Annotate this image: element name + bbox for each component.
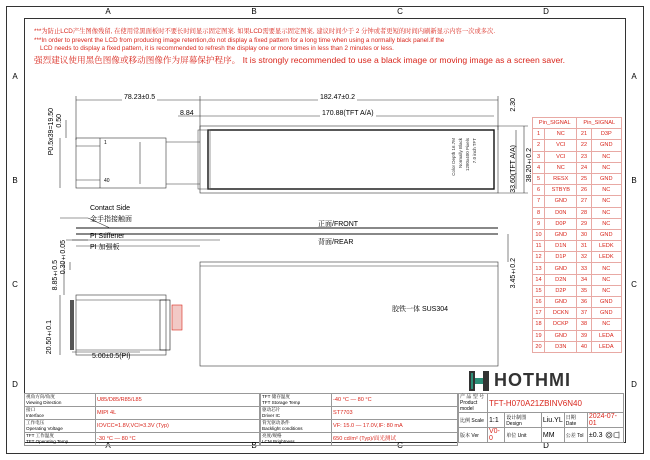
dim-fpc-width: 20.50±0.1 [46,320,53,355]
pin-number: 38 [577,319,591,330]
spec-label-en: Driver IC [262,413,281,418]
pin-row [533,297,622,308]
tolerance-label: 公差 Tol [564,428,587,443]
pin-signal: DCKN [545,308,577,319]
pin-number: 11 [533,241,545,252]
dim-stiffener-height: 8.85±0.5 [52,260,59,291]
pin-number: 14 [533,274,545,285]
zone-top-b: B [251,7,257,16]
callout-pi-stiffener-cn: PI 加强板 [90,244,120,251]
pin-row [533,185,622,196]
callout-contact-side-cn: 金手指接触面 [90,216,132,223]
zone-left-c: C [12,280,18,289]
pin-number: 19 [533,330,545,341]
pin-signal: NC [591,274,621,285]
pin-row [533,274,622,285]
model-label-cn: 产 品 型 号 [460,394,485,400]
spec-row [25,433,260,446]
spec-label [261,394,332,407]
version-label: 版本 Ver [459,428,488,443]
pin-row [533,330,622,341]
pin-signal: LEDA [591,330,621,341]
version-value: V0-0 [488,428,505,443]
pin-signal: NC [591,185,621,196]
pin-number: 34 [577,274,591,285]
zone-left-a: A [12,72,18,81]
pin-row [533,151,622,162]
pin-number: 30 [577,229,591,240]
pin-number: 28 [577,207,591,218]
spec-label-cn: 工作电压 [26,420,45,425]
spec-label [25,420,96,433]
pin-number: 40 [577,341,591,352]
pin-number: 7 [533,196,545,207]
pin-row [533,173,622,184]
brand-h-icon [468,370,490,392]
pin-row [533,207,622,218]
pin-table-header-left: Pin_SIGNAL [533,118,577,129]
pin-number: 21 [577,129,591,140]
dim-stiffener-thickness: 0.30±0.05 [60,240,67,275]
spec-row [25,420,260,433]
date-label: 日期 Date [564,413,587,428]
spec-value: 650 cd/m² (Typ)/面光测试 [332,433,458,446]
note-cn: ***为防止LCD产生图像残留, 在使用常黑面板时不要长时间显示固定图案. 如果LCD需要显示固定图案, 建议时间少于 2 分钟或者更短的时间内刷新显示内容一次或多次. [34,28,496,35]
fpc-pin-last: 40 [104,178,110,184]
rear-label: 背面/REAR [318,239,354,246]
pin-signal: NC [591,319,621,330]
pin-number: 37 [577,308,591,319]
pin-number: 33 [577,263,591,274]
pin-signal: D0P [545,218,577,229]
pin-signal: GND [545,196,577,207]
panel-text-resolution: 1280x400 Pixels [465,138,470,172]
pin-number: 32 [577,252,591,263]
spec-label [261,407,332,420]
dim-total-length: 182.47±0.2 [320,94,355,101]
dim-pin-pitch: P0.5x39=19.50 [48,108,55,156]
pin-number: 8 [533,207,545,218]
pin-signal: GND [591,297,621,308]
note-en-2: LCD needs to display a fixed pattern, it is recommended to refresh the display one or more times in less than 2 minutes or less. [40,45,394,52]
zone-bottom-d: D [543,441,549,450]
pin-row [533,341,622,352]
pin-number: 27 [577,196,591,207]
pin-row [533,252,622,263]
pin-signal: VCI [545,140,577,151]
brand-name: HOTHMI [494,370,571,390]
dim-offset: 8.84 [180,110,194,117]
pin-signal: NC [591,218,621,229]
zone-right-b: B [631,176,637,185]
callout-contact-side: Contact Side [90,205,131,212]
pin-signal: GND [591,229,621,240]
spec-row [261,394,458,407]
spec-value: -30 °C — 80 °C [96,433,260,446]
designer: Liu.YL [541,413,564,428]
spec-label [25,394,96,407]
dim-active-area-length: 170.88(TFT A/A) [322,110,374,117]
model-label-en: Product model [460,400,478,412]
tolerance-value: ±0.3 [588,431,603,439]
pin-row [533,308,622,319]
pin-signal: D1N [545,241,577,252]
pin-number: 29 [577,218,591,229]
spec-label-en: Interface [26,413,44,418]
spec-row [261,433,458,446]
contact-fingers [70,300,74,350]
spec-label-en: LCM Brightness [262,439,295,444]
fpc-pin-first: 1 [104,140,107,146]
zone-top-a: A [105,7,111,16]
scale-value: 1:1 [488,413,505,428]
spec-label-cn: 背光驱动条件 [262,420,290,425]
spec-label-en: TFT Operating Temp [26,439,69,444]
pin-signal: D1P [545,252,577,263]
pin-number: 16 [533,297,545,308]
pin-signal: RESX [545,173,577,184]
spec-value: U85/D85/R85/L85 [96,394,260,407]
pin-table [532,117,622,353]
spec-row [261,420,458,433]
spec-value: -40 °C — 80 °C [332,394,458,407]
fpc-front [76,138,166,188]
panel-text-size: 7.0 inch TFT [472,138,477,164]
zone-bottom-c: C [397,441,403,450]
pin-signal: D0N [545,207,577,218]
spec-label-en: TFT Storage Temp [262,400,301,405]
zone-bottom-b: B [251,441,257,450]
spec-label [261,420,332,433]
pin-number: 36 [577,297,591,308]
pin-row [533,229,622,240]
note-en-1: ***In order to prevent the LCD from producing image retention,do not display a fixed pattern for a long time when using a normally black panel.If the [34,37,445,44]
pin-number: 1 [533,129,545,140]
pin-signal: GND [545,330,577,341]
note-screensaver: 强烈建议使用黑色图像或移动图像作为屏幕保护程序。 It is strongly recommended to use a black image or moving image as a screen saver. [34,55,566,65]
spec-value: VF: 15.0 — 17.0V,IF: 80 mA [332,420,458,433]
pin-signal: NC [545,162,577,173]
dim-left-gap: 0.50 [56,114,63,128]
pin-row [533,263,622,274]
pin-signal: NC [591,151,621,162]
zone-right-a: A [631,72,637,81]
design-label: 设计制图 Design [505,413,542,428]
pin-row [533,196,622,207]
pin-row [533,319,622,330]
front-label: 正面/FRONT [318,221,359,228]
pin-signal: VCI [545,151,577,162]
pin-number: 10 [533,229,545,240]
pin-number: 6 [533,185,545,196]
scale-label: 比例 Scale [459,413,488,428]
pin-number: 5 [533,173,545,184]
spec-label [25,407,96,420]
pin-number: 31 [577,241,591,252]
rear-material-label: 胶铁一体 SUS304 [392,306,449,313]
pin-signal: NC [591,196,621,207]
spec-label-cn: 接口 [26,407,36,412]
pin-signal: NC [591,285,621,296]
spec-label-cn: 驱动芯片 [262,407,281,412]
pin-signal: D2N [545,274,577,285]
spec-row [261,407,458,420]
pin-signal: GND [545,297,577,308]
pin-signal: GND [545,263,577,274]
unit-label: 单位 Unit [505,428,542,443]
pin-signal: DCKP [545,319,577,330]
zone-bottom-a: A [105,441,111,450]
panel-text-mode: Normally Black [458,138,463,169]
pin-number: 3 [533,151,545,162]
pin-table-header-right: Pin_SIGNAL [577,118,622,129]
spec-table-left [24,393,260,446]
pin-number: 26 [577,185,591,196]
dim-module-thickness: 3.45±0.2 [510,258,517,289]
dim-active-area-height: 33.60(TFT A/A) [510,145,517,193]
pin-number: 35 [577,285,591,296]
spec-label-en: Viewing Direction [26,400,62,405]
pin-signal: GND [591,140,621,151]
dim-total-height: 38.20±0.2 [526,148,533,183]
zone-top-d: D [543,7,549,16]
spec-label [261,433,332,446]
pin-signal: LEDK [591,241,621,252]
pin-signal: NC [591,207,621,218]
spec-label-cn: 亮度/规格 [262,433,282,438]
panel-rear [200,262,498,366]
dim-pi-width: 5.00±0.5(PI) [92,353,131,360]
pin-number: 20 [533,341,545,352]
zone-right-d: D [631,380,637,389]
zone-top-c: C [397,7,403,16]
spec-value: ST7703 [332,407,458,420]
pin-number: 23 [577,151,591,162]
date-value: 2024-07-01 [587,413,623,428]
spec-row [25,407,260,420]
spec-label-en: Operating Voltage [26,426,63,431]
pin-signal: GND [591,173,621,184]
product-model: TFT-H070A21ZBINV6N40 [488,394,624,413]
pin-row [533,285,622,296]
pin-signal: GND [545,229,577,240]
pin-signal: LEDA [591,341,621,352]
fpc-rear [76,295,166,355]
pin-number: 4 [533,162,545,173]
dim-right-gap: 2.30 [510,98,517,112]
zone-left-d: D [12,380,18,389]
brand-logo [468,370,622,392]
pin-row [533,129,622,140]
pin-signal: NC [591,263,621,274]
zone-right-c: C [631,280,637,289]
callout-pi-stiffener: PI Stiffener [90,233,125,240]
unit-value: MM [541,428,564,443]
spec-label-cn: TFT 储存温度 [262,394,290,399]
pin-signal: D2P [545,285,577,296]
spec-label-en: Backlight conditions [262,426,303,431]
spec-table-right [260,393,458,446]
spec-value: MIPI 4L [96,407,260,420]
pin-signal: D3N [545,341,577,352]
spec-label [25,433,96,446]
spec-label-cn: TFT 工作温度 [26,433,54,438]
pin-row [533,162,622,173]
pin-number: 18 [533,319,545,330]
pin-row [533,218,622,229]
pin-number: 25 [577,173,591,184]
dim-fpc-length: 78.23±0.5 [124,94,156,101]
projection-symbol-icon [604,431,620,439]
pin-signal: GND [591,308,621,319]
pin-number: 24 [577,162,591,173]
pin-row [533,140,622,151]
pin-number: 9 [533,218,545,229]
spec-value: IOVCC=1.8V,VCI=3.3V (Typ) [96,420,260,433]
panel-text-color: Color Depth 16.7M [451,138,456,176]
pin-signal: NC [591,162,621,173]
pin-signal: D3P [591,129,621,140]
pin-number: 2 [533,140,545,151]
pin-signal: NC [545,129,577,140]
pin-number: 13 [533,263,545,274]
pin-row [533,241,622,252]
pin-table-header [533,118,622,129]
zone-left-b: B [12,176,18,185]
pin-number: 39 [577,330,591,341]
pin-signal: LEDK [591,252,621,263]
pin-number: 12 [533,252,545,263]
pin-number: 17 [533,308,545,319]
pin-number: 15 [533,285,545,296]
pin-signal: STBYB [545,185,577,196]
spec-label-cn: 视角方向/角度 [26,394,55,399]
title-block [458,393,624,443]
spec-row [25,394,260,407]
pin-number: 22 [577,140,591,151]
